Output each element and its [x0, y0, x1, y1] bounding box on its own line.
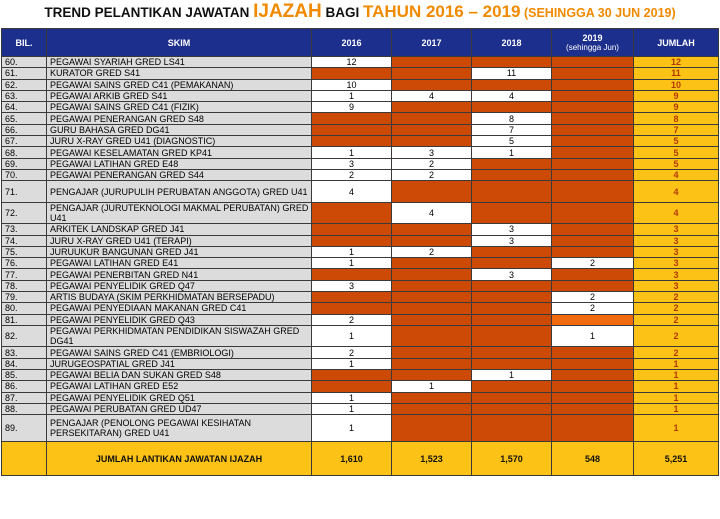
row-jumlah: 2 [634, 303, 719, 314]
row-bil: 76. [2, 258, 47, 269]
header-row [2, 29, 719, 57]
table-row [2, 158, 719, 169]
header-skim: SKIM [47, 29, 312, 57]
row-skim: PEGAWAI PENYEDIAAN MAKANAN GRED C41 [47, 303, 312, 314]
row-jumlah: 5 [634, 147, 719, 158]
row-skim: PEGAWAI SYARIAH GRED LS41 [47, 57, 312, 68]
row-skim: PEGAWAI SAINS GRED C41 (PEMAKANAN) [47, 79, 312, 90]
row-cell-2017 [392, 303, 472, 314]
row-cell-2017 [392, 181, 472, 203]
row-cell-2018 [472, 325, 552, 347]
row-cell-2016: 1 [312, 325, 392, 347]
row-cell-2019: 2 [552, 292, 634, 303]
row-skim: JURUGEOSPATIAL GRED J41 [47, 358, 312, 369]
row-bil: 60. [2, 57, 47, 68]
row-skim: JURU X-RAY GRED U41 (TERAPI) [47, 235, 312, 246]
row-bil: 68. [2, 147, 47, 158]
header-2018: 2018 [472, 29, 552, 57]
table-row [2, 381, 719, 392]
row-cell-2019 [552, 235, 634, 246]
table-row [2, 235, 719, 246]
row-skim: PEGAWAI LATIHAN GRED E41 [47, 258, 312, 269]
row-cell-2016: 9 [312, 102, 392, 113]
row-cell-2019 [552, 403, 634, 414]
row-cell-2018 [472, 347, 552, 358]
row-cell-2019 [552, 124, 634, 135]
row-jumlah: 4 [634, 181, 719, 203]
row-cell-2017 [392, 358, 472, 369]
row-cell-2018 [472, 292, 552, 303]
row-cell-2019 [552, 57, 634, 68]
row-bil: 72. [2, 202, 47, 224]
row-skim: PEGAWAI LATIHAN GRED E48 [47, 158, 312, 169]
table-row [2, 358, 719, 369]
row-skim: PEGAWAI PERUBATAN GRED UD47 [47, 403, 312, 414]
row-skim: GURU BAHASA GRED DG41 [47, 124, 312, 135]
row-jumlah: 1 [634, 415, 719, 442]
row-jumlah: 7 [634, 124, 719, 135]
table-row [2, 325, 719, 347]
row-cell-2016: 3 [312, 280, 392, 291]
total-2019: 548 [552, 442, 634, 476]
row-jumlah: 2 [634, 347, 719, 358]
row-jumlah: 3 [634, 246, 719, 257]
title-part-2: IJAZAH [253, 1, 322, 22]
row-cell-2016: 2 [312, 314, 392, 325]
row-skim: PEGAWAI ARKIB GRED S41 [47, 90, 312, 101]
row-cell-2017: 2 [392, 158, 472, 169]
table-row [2, 303, 719, 314]
row-cell-2016: 1 [312, 415, 392, 442]
row-cell-2016: 1 [312, 246, 392, 257]
row-cell-2018: 3 [472, 269, 552, 280]
row-skim: PENGAJAR (JURUTEKNOLOGI MAKMAL PERUBATAN) GRED U41 [47, 202, 312, 224]
row-cell-2016 [312, 136, 392, 147]
row-skim: PEGAWAI LATIHAN GRED E52 [47, 381, 312, 392]
row-cell-2018 [472, 169, 552, 180]
row-cell-2019: 2 [552, 258, 634, 269]
row-cell-2017: 1 [392, 381, 472, 392]
row-cell-2018: 11 [472, 68, 552, 79]
table-row [2, 292, 719, 303]
row-jumlah: 3 [634, 280, 719, 291]
row-jumlah: 3 [634, 258, 719, 269]
row-bil: 89. [2, 415, 47, 442]
row-jumlah: 2 [634, 292, 719, 303]
row-jumlah: 2 [634, 325, 719, 347]
row-cell-2017 [392, 280, 472, 291]
row-skim: PEGAWAI PENERBITAN GRED N41 [47, 269, 312, 280]
header-bil: BIL. [2, 29, 47, 57]
row-jumlah: 1 [634, 403, 719, 414]
row-cell-2019 [552, 90, 634, 101]
row-bil: 79. [2, 292, 47, 303]
row-skim: PEGAWAI BELIA DAN SUKAN GRED S48 [47, 370, 312, 381]
row-cell-2018 [472, 280, 552, 291]
row-bil: 81. [2, 314, 47, 325]
row-cell-2016: 4 [312, 181, 392, 203]
total-2017: 1,523 [392, 442, 472, 476]
row-cell-2017 [392, 136, 472, 147]
row-jumlah: 11 [634, 68, 719, 79]
table-row [2, 79, 719, 90]
row-jumlah: 12 [634, 57, 719, 68]
total-label: JUMLAH LANTIKAN JAWATAN IJAZAH [47, 442, 312, 476]
row-cell-2019 [552, 136, 634, 147]
row-cell-2016: 3 [312, 158, 392, 169]
row-jumlah: 2 [634, 314, 719, 325]
total-row [2, 442, 719, 476]
header-2019 [552, 29, 634, 57]
row-cell-2017: 4 [392, 90, 472, 101]
row-bil: 75. [2, 246, 47, 257]
row-cell-2018 [472, 314, 552, 325]
row-cell-2019 [552, 181, 634, 203]
row-bil: 78. [2, 280, 47, 291]
table-row [2, 269, 719, 280]
title-part-3: BAGI [321, 5, 363, 20]
row-cell-2016: 12 [312, 57, 392, 68]
row-cell-2016 [312, 68, 392, 79]
row-cell-2019 [552, 147, 634, 158]
row-jumlah: 8 [634, 113, 719, 124]
row-bil: 69. [2, 158, 47, 169]
table-row [2, 370, 719, 381]
row-cell-2016 [312, 269, 392, 280]
row-cell-2016 [312, 303, 392, 314]
row-cell-2019 [552, 381, 634, 392]
row-cell-2016 [312, 113, 392, 124]
row-cell-2018 [472, 181, 552, 203]
total-jumlah: 5,251 [634, 442, 719, 476]
row-cell-2017: 3 [392, 147, 472, 158]
row-cell-2016 [312, 124, 392, 135]
row-jumlah: 4 [634, 202, 719, 224]
row-bil: 63. [2, 90, 47, 101]
row-cell-2019 [552, 158, 634, 169]
table-row [2, 202, 719, 224]
page-title [0, 1, 720, 24]
table-row [2, 113, 719, 124]
total-2016: 1,610 [312, 442, 392, 476]
row-cell-2017 [392, 325, 472, 347]
row-bil: 61. [2, 68, 47, 79]
row-cell-2017: 2 [392, 246, 472, 257]
row-cell-2016: 1 [312, 392, 392, 403]
row-jumlah: 3 [634, 235, 719, 246]
row-cell-2017 [392, 292, 472, 303]
row-cell-2019 [552, 370, 634, 381]
row-cell-2017 [392, 224, 472, 235]
row-skim: PENGAJAR (JURUPULIH PERUBATAN ANGGOTA) GRED U41 [47, 181, 312, 203]
row-cell-2019 [552, 358, 634, 369]
row-cell-2019 [552, 102, 634, 113]
row-cell-2018 [472, 246, 552, 257]
row-bil: 62. [2, 79, 47, 90]
row-jumlah: 3 [634, 269, 719, 280]
row-bil: 83. [2, 347, 47, 358]
table-row [2, 258, 719, 269]
row-jumlah: 5 [634, 158, 719, 169]
row-jumlah: 10 [634, 79, 719, 90]
row-skim: PENGAJAR (PENOLONG PEGAWAI KESIHATAN PERSEKITARAN) GRED U41 [47, 415, 312, 442]
row-cell-2017 [392, 392, 472, 403]
title-part-4: TAHUN 2016 – 2019 [362, 2, 521, 21]
row-cell-2017 [392, 79, 472, 90]
row-bil: 88. [2, 403, 47, 414]
row-cell-2019 [552, 415, 634, 442]
row-cell-2017 [392, 68, 472, 79]
total-2018: 1,570 [472, 442, 552, 476]
table-row [2, 147, 719, 158]
header-2019-sub: (sehingga Jun) [566, 42, 619, 52]
table-row [2, 136, 719, 147]
row-skim: ARKITEK LANDSKAP GRED J41 [47, 224, 312, 235]
row-cell-2019 [552, 224, 634, 235]
row-bil: 74. [2, 235, 47, 246]
row-cell-2019 [552, 314, 634, 325]
row-cell-2016: 2 [312, 347, 392, 358]
row-cell-2016 [312, 224, 392, 235]
row-jumlah: 1 [634, 370, 719, 381]
table-row [2, 415, 719, 442]
row-bil: 71. [2, 181, 47, 203]
row-skim: PEGAWAI PENYELIDIK GRED Q51 [47, 392, 312, 403]
row-cell-2019 [552, 246, 634, 257]
row-bil: 66. [2, 124, 47, 135]
row-cell-2016: 1 [312, 147, 392, 158]
row-cell-2018 [472, 403, 552, 414]
row-cell-2016: 1 [312, 358, 392, 369]
row-jumlah: 1 [634, 381, 719, 392]
title-part-5: (SEHINGGA 30 JUN 2019) [520, 6, 676, 20]
row-cell-2019 [552, 392, 634, 403]
row-cell-2019 [552, 202, 634, 224]
row-skim: PEGAWAI SAINS GRED C41 (EMBRIOLOGI) [47, 347, 312, 358]
row-cell-2016 [312, 381, 392, 392]
row-skim: KURATOR GRED S41 [47, 68, 312, 79]
row-cell-2018: 1 [472, 147, 552, 158]
row-jumlah: 3 [634, 224, 719, 235]
table-row [2, 169, 719, 180]
row-cell-2016: 10 [312, 79, 392, 90]
row-jumlah: 1 [634, 358, 719, 369]
row-cell-2017 [392, 347, 472, 358]
row-cell-2018 [472, 258, 552, 269]
row-skim: PEGAWAI SAINS GRED C41 (FIZIK) [47, 102, 312, 113]
row-cell-2018: 5 [472, 136, 552, 147]
row-cell-2018 [472, 202, 552, 224]
header-jumlah: JUMLAH [634, 29, 719, 57]
row-skim: PEGAWAI PENERANGAN GRED S48 [47, 113, 312, 124]
row-skim: JURU X-RAY GRED U41 (DIAGNOSTIC) [47, 136, 312, 147]
row-cell-2017: 4 [392, 202, 472, 224]
row-jumlah: 9 [634, 90, 719, 101]
row-cell-2016: 1 [312, 258, 392, 269]
row-cell-2019 [552, 113, 634, 124]
row-bil: 67. [2, 136, 47, 147]
row-bil: 80. [2, 303, 47, 314]
row-skim: JURUUKUR BANGUNAN GRED J41 [47, 246, 312, 257]
header-2019-year: 2019 [582, 32, 603, 43]
row-bil: 70. [2, 169, 47, 180]
appointment-trend-table [1, 28, 719, 476]
row-cell-2018 [472, 57, 552, 68]
row-cell-2017 [392, 57, 472, 68]
row-skim: PEGAWAI PENYELIDIK GRED Q47 [47, 280, 312, 291]
table-row [2, 246, 719, 257]
row-cell-2018: 1 [472, 370, 552, 381]
row-cell-2019 [552, 269, 634, 280]
row-cell-2018 [472, 158, 552, 169]
row-bil: 85. [2, 370, 47, 381]
row-cell-2018 [472, 415, 552, 442]
row-bil: 64. [2, 102, 47, 113]
row-cell-2016: 2 [312, 169, 392, 180]
row-bil: 84. [2, 358, 47, 369]
row-cell-2018 [472, 381, 552, 392]
total-bil-cell [2, 442, 47, 476]
row-cell-2017 [392, 269, 472, 280]
row-cell-2017 [392, 415, 472, 442]
row-cell-2018: 7 [472, 124, 552, 135]
row-cell-2016 [312, 202, 392, 224]
table-row [2, 181, 719, 203]
table-row [2, 124, 719, 135]
row-cell-2018 [472, 358, 552, 369]
row-cell-2018: 8 [472, 113, 552, 124]
table-row [2, 102, 719, 113]
row-cell-2018 [472, 392, 552, 403]
row-cell-2018 [472, 102, 552, 113]
row-cell-2017 [392, 235, 472, 246]
row-bil: 73. [2, 224, 47, 235]
row-cell-2018: 3 [472, 224, 552, 235]
row-cell-2017 [392, 370, 472, 381]
header-2017: 2017 [392, 29, 472, 57]
table-row [2, 392, 719, 403]
row-cell-2018 [472, 303, 552, 314]
row-cell-2018: 4 [472, 90, 552, 101]
row-skim: ARTIS BUDAYA (SKIM PERKHIDMATAN BERSEPADU) [47, 292, 312, 303]
row-cell-2017 [392, 314, 472, 325]
table-row [2, 314, 719, 325]
row-cell-2016 [312, 235, 392, 246]
row-cell-2019 [552, 347, 634, 358]
row-jumlah: 1 [634, 392, 719, 403]
header-2016: 2016 [312, 29, 392, 57]
row-skim: PEGAWAI PENERANGAN GRED S44 [47, 169, 312, 180]
row-bil: 77. [2, 269, 47, 280]
row-bil: 86. [2, 381, 47, 392]
row-cell-2019 [552, 68, 634, 79]
row-cell-2016 [312, 370, 392, 381]
row-cell-2019 [552, 79, 634, 90]
row-bil: 87. [2, 392, 47, 403]
row-jumlah: 5 [634, 136, 719, 147]
row-cell-2016 [312, 292, 392, 303]
row-skim: PEGAWAI PENYELIDIK GRED Q43 [47, 314, 312, 325]
row-cell-2017 [392, 403, 472, 414]
row-cell-2019 [552, 280, 634, 291]
row-jumlah: 9 [634, 102, 719, 113]
row-bil: 65. [2, 113, 47, 124]
table-row [2, 68, 719, 79]
table-row [2, 347, 719, 358]
table-row [2, 57, 719, 68]
row-bil: 82. [2, 325, 47, 347]
row-cell-2017 [392, 113, 472, 124]
row-cell-2019: 2 [552, 303, 634, 314]
row-cell-2017: 2 [392, 169, 472, 180]
table-body [2, 57, 719, 442]
table-row [2, 224, 719, 235]
row-cell-2017 [392, 124, 472, 135]
row-skim: PEGAWAI PERKHIDMATAN PENDIDIKAN SISWAZAH GRED DG41 [47, 325, 312, 347]
row-cell-2019 [552, 169, 634, 180]
title-part-1: TREND PELANTIKAN JAWATAN [44, 5, 254, 20]
row-skim: PEGAWAI KESELAMATAN GRED KP41 [47, 147, 312, 158]
row-cell-2017 [392, 102, 472, 113]
row-cell-2018 [472, 79, 552, 90]
row-cell-2017 [392, 258, 472, 269]
row-cell-2019: 1 [552, 325, 634, 347]
row-cell-2018: 3 [472, 235, 552, 246]
table-row [2, 403, 719, 414]
table-row [2, 90, 719, 101]
table-row [2, 280, 719, 291]
row-cell-2016: 1 [312, 90, 392, 101]
row-cell-2016: 1 [312, 403, 392, 414]
row-jumlah: 4 [634, 169, 719, 180]
